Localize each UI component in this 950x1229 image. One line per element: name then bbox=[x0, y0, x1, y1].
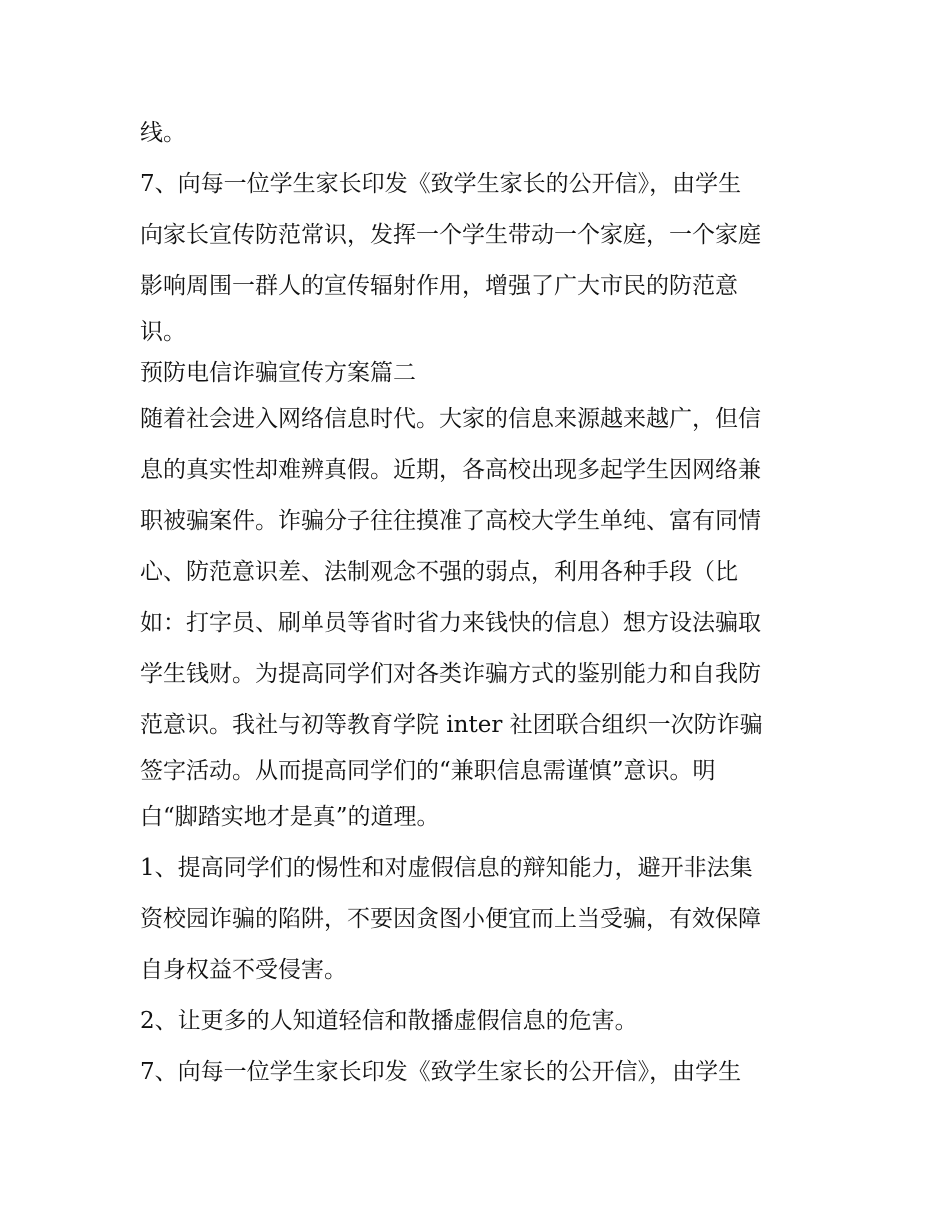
text-line: 资校园诈骗的陷阱，不要因贪图小便宜而上当受骗，有效保障 bbox=[140, 906, 761, 932]
document-body bbox=[140, 108, 830, 1098]
text-line: 1、提高同学们的惕性和对虚假信息的辩知能力，避开非法集 bbox=[140, 855, 753, 881]
text-line: 学生钱财。为提高同学们对各类诈骗方式的鉴别能力和自我防 bbox=[140, 661, 761, 687]
text-line: 心、防范意识差、法制观念不强的弱点，利用各种手段（比 bbox=[140, 559, 738, 585]
text-line: 线。 bbox=[140, 120, 186, 146]
text-line: 职被骗案件。诈骗分子往往摸准了高校大学生单纯、富有同情 bbox=[140, 508, 761, 534]
text-line: 7、向每一位学生家长印发《致学生家长的公开信》，由学生 bbox=[140, 171, 742, 197]
text-line: 自身权益不受侵害。 bbox=[140, 957, 347, 983]
text-line: 7、向每一位学生家长印发《致学生家长的公开信》，由学生 bbox=[140, 1059, 742, 1085]
text-line: 随着社会进入网络信息时代。大家的信息来源越来越广，但信 bbox=[140, 406, 761, 432]
text-line: 影响周围一群人的宣传辐射作用，增强了广大市民的防范意 bbox=[140, 273, 738, 299]
text-line: 签字活动。从而提高同学们的“兼职信息需谨慎”意识。明 bbox=[140, 758, 716, 784]
text-line: 息的真实性却难辨真假。近期，各高校出现多起学生因网络兼 bbox=[140, 457, 761, 483]
text-line: 如：打字员、刷单员等省时省力来钱快的信息）想方设法骗取 bbox=[140, 610, 761, 636]
section-heading: 预防电信诈骗宣传方案篇二 bbox=[140, 360, 416, 386]
text-line: 2、让更多的人知道轻信和散播虚假信息的危害。 bbox=[140, 1008, 638, 1034]
text-line: 白“脚踏实地才是真”的道理。 bbox=[140, 804, 440, 830]
text-line: 向家长宣传防范常识，发挥一个学生带动一个家庭，一个家庭 bbox=[140, 222, 761, 248]
text-line: 识。 bbox=[140, 319, 186, 345]
text-line: 范意识。我社与初等教育学院 inter 社团联合组织一次防诈骗 bbox=[140, 712, 763, 738]
